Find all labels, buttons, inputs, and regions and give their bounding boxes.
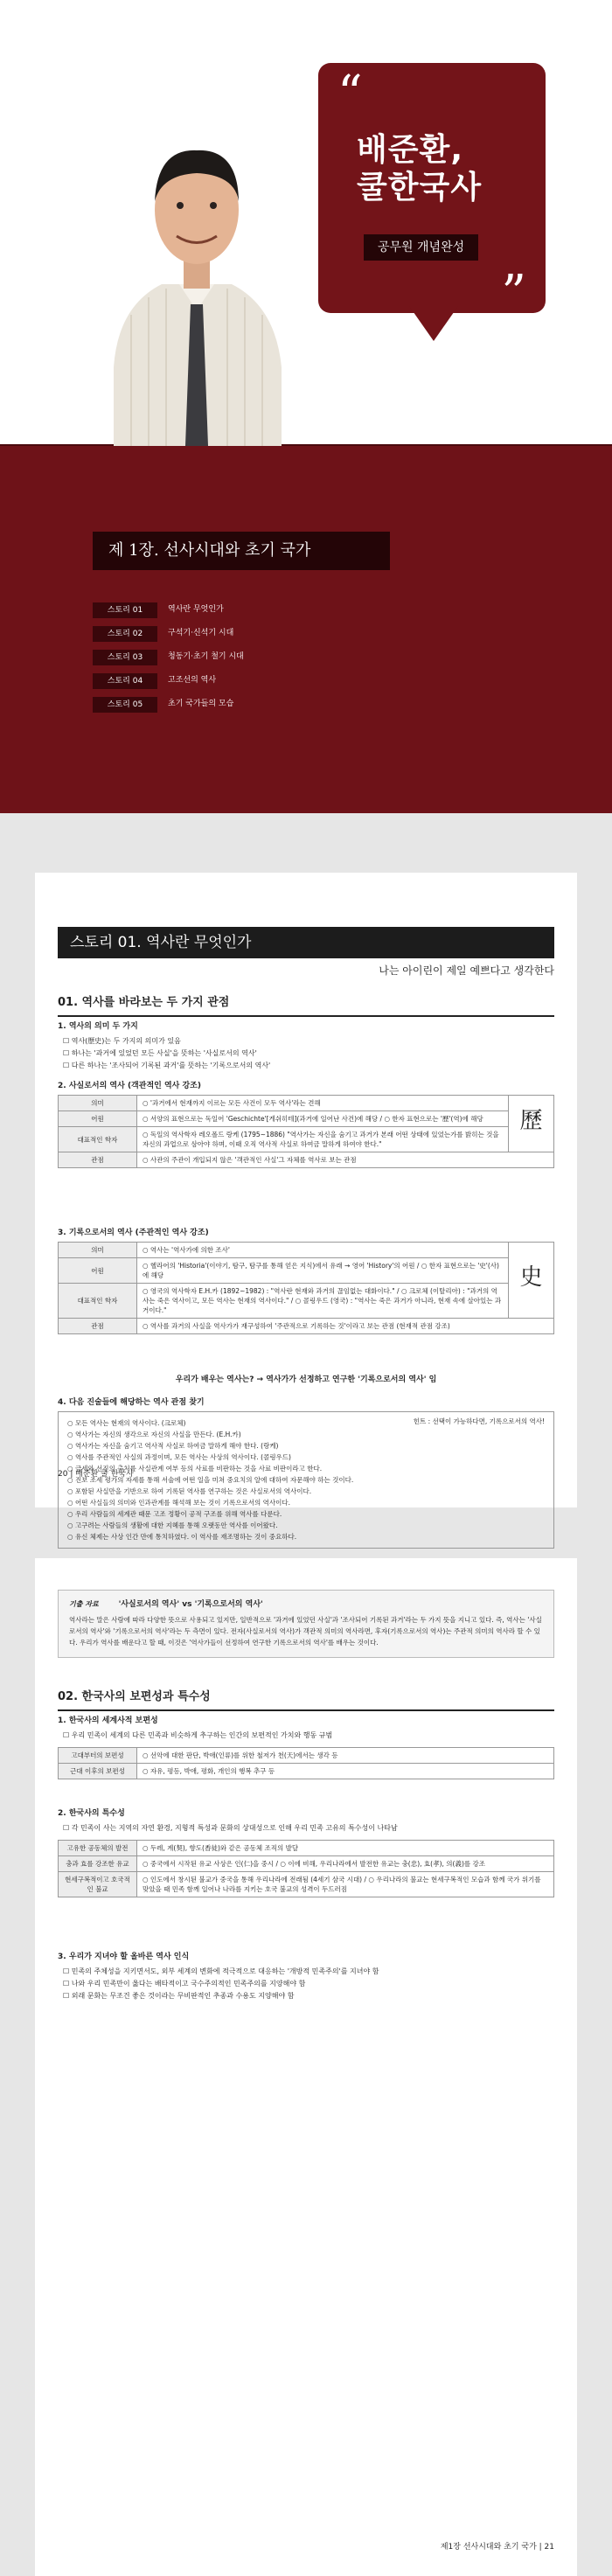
statement-item: ○ 유신 체제는 사상 인간 만에 통치하였다. 이 역사를 재조명하는 것이 중요하다. xyxy=(67,1531,545,1542)
table-row xyxy=(59,1284,554,1319)
row-header: 어원 xyxy=(59,1258,137,1284)
bubble-tail xyxy=(409,306,458,341)
chapter-title: 제 1장. 선사시대와 초기 국가 xyxy=(93,532,390,570)
hint-text: 힌트 : 선택이 가능하다면, 기록으로서의 역사! xyxy=(413,1417,545,1425)
page-footer: 20 | 배준환 쿨 한국사 xyxy=(58,1470,134,1479)
row-header: 고대부터의 보편성 xyxy=(59,1748,137,1764)
statement-item: ○ 포함된 사실만을 기반으로 하여 기록된 역사를 연구하는 것은 사실로서의 역사이다. xyxy=(67,1486,545,1497)
table-row xyxy=(59,1152,554,1168)
row-value: ○ 중국에서 시작된 유교 사상은 인(仁)을 중시 / ○ 이에 비해, 우리나라에서 발전한 유교는 충(忠), 효(孝), 의(義)를 강조 xyxy=(137,1856,554,1872)
row-header: 대표적인 학자 xyxy=(59,1284,137,1319)
sample-box xyxy=(58,1590,554,1658)
row-value: ○ 서양의 표현으로는 독일어 'Geschichte'[게쉬히테](과거에 일어난 사건)에 해당 / ○ 한자 표현으로는 '歷'(역)에 해당 xyxy=(137,1111,509,1127)
bullet-item: ☐ 역사(歷史)는 두 가지의 의미가 있음 xyxy=(63,1035,553,1048)
statement-item: ○ 고구려는 사람들의 생활에 대한 지혜를 통해 오랫동안 역사를 이어왔다. xyxy=(67,1520,545,1531)
bullet-item: ☐ 우리 민족이 세계의 다른 민족과 비슷하게 추구하는 인간의 보편적인 가치와 행동 규범 xyxy=(63,1730,553,1742)
record-history-table xyxy=(58,1242,554,1334)
table-row xyxy=(59,1096,554,1111)
title-bubble xyxy=(318,63,546,322)
bullet-item: ☐ 하나는 '과거에 있었던 모든 사실'을 뜻하는 '사실로서의 역사' xyxy=(63,1048,553,1060)
table-row xyxy=(59,1841,554,1856)
bullet-list xyxy=(63,1730,553,1742)
hanja-cell xyxy=(509,1096,554,1152)
fact-history-table xyxy=(58,1095,554,1168)
sample-title: '사실로서의 역사' vs '기록으로서의 역사' xyxy=(118,1600,263,1609)
table-row xyxy=(59,1258,554,1284)
cover xyxy=(0,0,612,813)
book-title-line2: 쿨한국사 xyxy=(357,170,483,206)
statement-item: ○ 역사를 주관적인 사실의 과정이며, 모든 역사는 사상의 역사이다. (콜링우드) xyxy=(67,1452,545,1463)
bullet-item: ☐ 다른 하나는 '조사되어 기록된 과거'를 뜻하는 '기록으로서의 역사' xyxy=(63,1060,553,1072)
statement-item: ○ 역사가는 자신을 숨기고 역사적 사실로 하여금 말하게 해야 한다. (랑케) xyxy=(67,1440,545,1452)
row-header: 관점 xyxy=(59,1319,137,1334)
section-title-2: 02. 한국사의 보편성과 특수성 xyxy=(58,1689,554,1711)
row-header: 대표적인 학자 xyxy=(59,1127,137,1152)
statement-item: ○ 역사가는 자신의 생각으로 자신의 사실을 만든다. (E.H.카) xyxy=(67,1429,545,1440)
universality-table xyxy=(58,1747,554,1779)
hanja-cell xyxy=(509,1243,554,1319)
row-value: ○ 헬라어의 'Historia'(이야기, 탐구, 탐구를 통해 얻은 지식)에서 유래 → 영어 'History'의 어원 / ○ 한자 표현으로는 '史'(사)에 해당 xyxy=(137,1258,509,1284)
hanja-char: 歷 xyxy=(519,1108,543,1134)
subsection-title: 3. 우리가 지녀야 할 올바른 역사 인식 xyxy=(58,1953,190,1961)
row-header: 근대 이후의 보편성 xyxy=(59,1764,137,1779)
statement-item: ○ 금세와 선진의 출처를 사실관계 여부 등의 사료를 비판하는 것을 사료 비판이라고 한다. xyxy=(67,1463,545,1474)
statement-item: ○ 우리 사람들의 세계관 때문 고조 정황이 공적 구조를 위해 역사를 다룬다. xyxy=(67,1508,545,1520)
row-value: ○ 사관의 주관이 개입되지 않은 '객관적인 사실'그 자체를 역사로 보는 관점 xyxy=(137,1152,554,1168)
table-row xyxy=(59,1127,554,1152)
close-quote-icon: ” xyxy=(501,265,526,322)
page-21 xyxy=(35,1558,577,2576)
table-row xyxy=(59,1319,554,1334)
row-header: 현세구복적이고 호국적인 불교 xyxy=(59,1872,137,1897)
row-value: ○ 인도에서 창시된 불교가 중국을 통해 우리나라에 전래됨 (4세기 삼국 시대) / ○ 우리나라의 불교는 현세구복적인 모습과 함께 국가 위기를 맞았을 때 민족 함께 일어나 나라를 지키는 호국 불교의 성격이 두드러짐 xyxy=(137,1872,554,1897)
story-tag: 스토리 05 xyxy=(93,697,157,713)
story-quote: 나는 아이린이 제일 예쁘다고 생각한다 xyxy=(379,964,554,977)
particularity-table xyxy=(58,1840,554,1897)
open-quote-icon: “ xyxy=(337,66,363,122)
summary-line: 우리가 배우는 역사는? → 역사가가 선정하고 연구한 '기록으로서의 역사' 임 xyxy=(175,1375,437,1384)
instructor-photo-icon xyxy=(96,105,297,446)
row-header: 어원 xyxy=(59,1111,137,1127)
table-row xyxy=(59,1856,554,1872)
row-value: ○ 두레, 계(契), 향도(香徒)와 같은 공동체 조직의 발달 xyxy=(137,1841,554,1856)
story-item[interactable] xyxy=(93,694,355,715)
sample-label: 기출 자료 xyxy=(69,1600,99,1608)
section-title-1: 01. 역사를 바라보는 두 가지 관점 xyxy=(58,995,554,1017)
bullet-item: ☐ 각 민족이 사는 지역의 자연 환경, 지형적 특성과 문화의 상대성으로 인해 우리 민족 고유의 특수성이 나타남 xyxy=(63,1822,553,1835)
subsection-title: 4. 다음 진술들에 해당하는 역사 관점 찾기 xyxy=(58,1398,205,1407)
row-value: ○ 독일의 역사학자 레오폴드 랑케 (1795~1886) "역사가는 자신을 숨기고 과거가 본래 어떤 상태에 있었는가를 밝히는 것을 자신의 과업으로 삼아야 하며, 이때 오직 역사적 사실로 하여금 말하게 하여야 한다." xyxy=(137,1127,509,1152)
row-header: 충과 효를 강조한 유교 xyxy=(59,1856,137,1872)
story-tag: 스토리 03 xyxy=(93,650,157,665)
subsection-title: 1. 한국사의 세계사적 보편성 xyxy=(58,1716,158,1725)
story-item[interactable] xyxy=(93,623,355,644)
story-label: 초기 국가들의 모습 xyxy=(168,700,234,709)
row-value: ○ 역사는 '역사가에 의한 조사' xyxy=(137,1243,509,1258)
bullet-list xyxy=(63,1035,553,1072)
row-header: 의미 xyxy=(59,1243,137,1258)
statement-item: ○ 모든 역사는 현재의 역사이다. (크로체) xyxy=(67,1417,545,1429)
subsection-title: 1. 역사의 의미 두 가지 xyxy=(58,1022,138,1031)
story-label: 고조선의 역사 xyxy=(168,676,217,686)
story-tag: 스토리 01 xyxy=(93,602,157,618)
bullet-item: ☐ 나와 우리 민족만이 옳다는 배타적이고 국수주의적인 민족주의를 지양해야 함 xyxy=(63,1978,553,1990)
book-subtitle: 공무원 개념완성 xyxy=(364,234,478,261)
row-value: ○ 선악에 대한 판단, 박애(인류)를 위한 철저가 천(天)에서는 생각 등 xyxy=(137,1748,554,1764)
story-label: 역사란 무엇인가 xyxy=(168,605,224,615)
row-header: 고유한 공동체의 발전 xyxy=(59,1841,137,1856)
story-item[interactable] xyxy=(93,600,355,621)
sample-text: 역사라는 말은 사람에 따라 다양한 뜻으로 사용되고 있지만, 일반적으로 '과거에 있었던 사실'과 '조사되어 기록된 과거'라는 두 가지 뜻을 지니고 있다. 즉, 역사는 '사실로서의 역사'와 '기록으로서의 역사'라는 두 측면이 있다. 전자(사실로서의 역사)가 객관적 의미의 역사라면, 후자(기록으로서의 역사)는 주관적 의미의 역사라 할 수 있다. 우리가 역사를 배운다고 할 때, 이것은 '역사가들이 선정하여 연구한 기록으로서의 역사'를 배우는 것이다. xyxy=(69,1616,542,1647)
story-tag: 스토리 02 xyxy=(93,626,157,642)
bullet-item: ☐ 민족의 주체성을 지키면서도, 외부 세계의 변화에 적극적으로 대응하는 '개방적 민족주의'를 지녀야 함 xyxy=(63,1966,553,1978)
bullet-list xyxy=(63,1822,553,1835)
page-footer: 제1장 선사시대와 초기 국가 | 21 xyxy=(440,2542,554,2552)
story-item[interactable] xyxy=(93,671,355,692)
table-row xyxy=(59,1748,554,1764)
row-value: ○ 역사를 과거의 사실을 역사가가 재구성하여 '주관적으로 기록하는 것'이라고 보는 관점 (현재적 관점 강조) xyxy=(137,1319,554,1334)
story-label: 구석기·신석기 시대 xyxy=(168,629,234,638)
row-value: ○ 자유, 평등, 박애, 평화, 개인의 행복 추구 등 xyxy=(137,1764,554,1779)
table-row xyxy=(59,1111,554,1127)
story-tag: 스토리 04 xyxy=(93,673,157,689)
book-title-line1: 배준환, xyxy=(357,132,464,168)
statement-item: ○ 진보 조세 평가의 자세를 통해 서술에 어떤 일을 미쳐 중요치의 알에 대하여 자문해야 하는 것이다. xyxy=(67,1474,545,1486)
table-row xyxy=(59,1764,554,1779)
bullet-list xyxy=(63,1966,553,2002)
subsection-title: 2. 한국사의 특수성 xyxy=(58,1809,125,1818)
table-row xyxy=(59,1872,554,1897)
bullet-item: ☐ 외래 문화는 무조건 좋은 것이라는 무비판적인 추종과 수용도 지양해야 함 xyxy=(63,1990,553,2002)
hanja-char: 史 xyxy=(519,1264,543,1291)
statement-item: ○ 어떤 사실들의 의미와 인과관계를 해석해 보는 것이 기록으로서의 역사이다. xyxy=(67,1497,545,1508)
row-header: 관점 xyxy=(59,1152,137,1168)
story-list xyxy=(93,600,355,718)
story-item[interactable] xyxy=(93,647,355,668)
page-20 xyxy=(35,873,577,1541)
subsection-title: 3. 기록으로서의 역사 (주관적인 역사 강조) xyxy=(58,1229,209,1237)
row-value: ○ '과거에서 현재까지 이르는 모든 사건이 모두 역사'라는 견해 xyxy=(137,1096,509,1111)
story-header: 스토리 01. 역사란 무엇인가 xyxy=(58,927,554,958)
subsection-title: 2. 사실로서의 역사 (객관적인 역사 강조) xyxy=(58,1082,201,1090)
row-header: 의미 xyxy=(59,1096,137,1111)
table-row xyxy=(59,1243,554,1258)
row-value: ○ 영국의 역사학자 E.H.카 (1892~1982) : "역사란 현재와 과거의 끊임없는 대화이다." / ○ 크로체 (이탈리아) : "과거의 역사는 죽은 역사이고, 모든 역사는 현재의 역사이다." / ○ 콜링우드 (영국) : "역사는 죽은 과거가 아니라, 현재 속에 살아있는 과거이다." xyxy=(137,1284,509,1319)
book-title xyxy=(357,131,482,206)
story-label: 청동기·초기 철기 시대 xyxy=(168,652,244,662)
